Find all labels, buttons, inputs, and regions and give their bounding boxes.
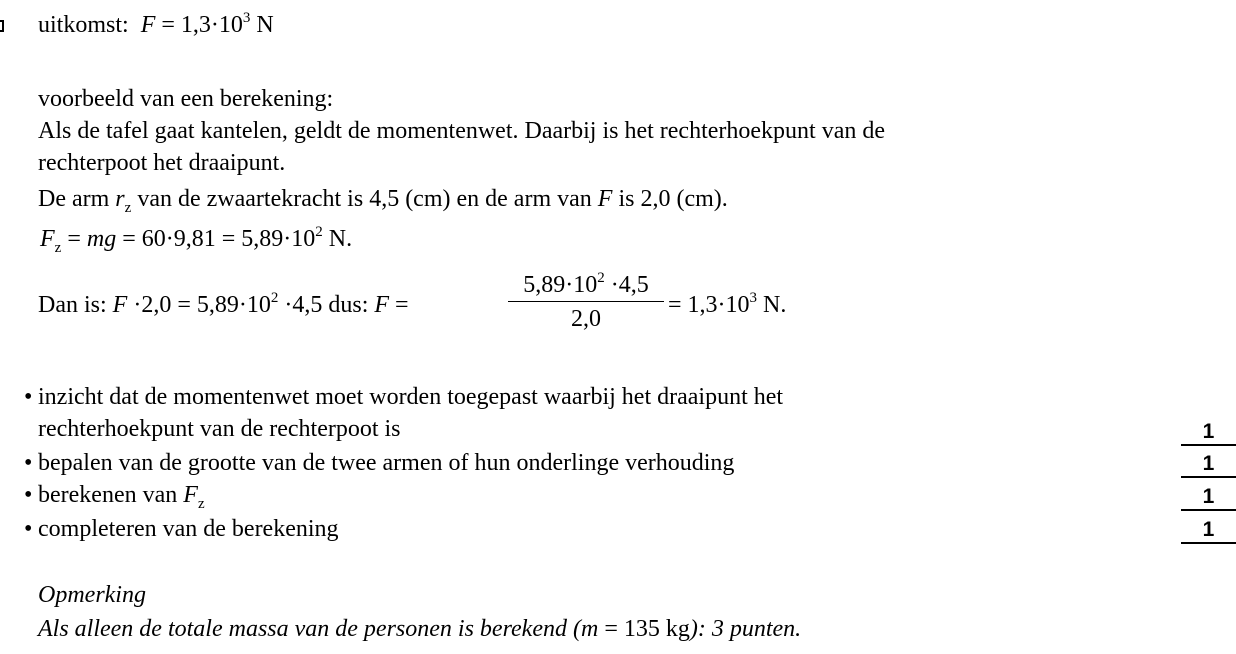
bullet-symbol: •: [24, 482, 33, 508]
para1-line2: rechterpoot het draaipunt.: [38, 150, 286, 176]
result-exp: 3: [749, 290, 758, 306]
intro-text: voorbeeld van een berekening:: [38, 86, 334, 112]
checkbox-icon: [0, 20, 4, 32]
list-item: bepalen van de grootte van de twee armen of hun onderlinge verhouding: [38, 450, 735, 476]
list-item-var: F: [183, 482, 198, 508]
note-text-a: Als alleen de totale massa van de personen is berekend (: [38, 616, 581, 642]
note-text-c: ): 3 punten.: [689, 616, 802, 642]
arm-var-r: r: [115, 186, 125, 212]
fz-exp: 2: [315, 224, 323, 240]
dan-var-f2: F: [374, 292, 390, 318]
answer-var: F: [140, 12, 156, 38]
bullet-symbol: •: [24, 384, 33, 410]
arm-var-r-sub: z: [124, 200, 132, 216]
answer-eq: = 1,3·10: [155, 12, 243, 38]
result-a: = 1,3·10: [668, 292, 750, 318]
note-title: Opmerking: [38, 582, 146, 608]
num-a: 5,89·10: [523, 272, 598, 298]
score: 1: [1181, 420, 1236, 446]
arm-text-a: De arm: [38, 186, 116, 212]
bullet-symbol: •: [24, 516, 33, 542]
num-b: ·4,5: [604, 272, 649, 298]
dan-text-a: Dan is:: [38, 292, 113, 318]
answer-label: uitkomst:: [38, 12, 129, 38]
fz-m: m: [86, 226, 105, 252]
result-b: N.: [757, 292, 787, 318]
dan-text-b: ·2,0 = 5,89·10: [127, 292, 271, 318]
dan-text-d: =: [389, 292, 409, 318]
arm-line: [38, 186, 728, 216]
para1-line1: Als de tafel gaat kantelen, geldt de momentenwet. Daarbij is het rechterhoekpunt van de: [38, 118, 886, 144]
note-var-m: m: [580, 616, 599, 642]
answer-unit: N: [250, 12, 274, 38]
result: [668, 292, 786, 319]
list-item: completeren van de berekening: [38, 516, 339, 542]
answer-exp: 3: [242, 10, 251, 26]
fraction-denominator: 2,0: [571, 306, 601, 332]
fraction-numerator: [508, 272, 664, 302]
dan-var-f1: F: [112, 292, 128, 318]
fz-var: F: [40, 226, 55, 252]
dan-exp: 2: [270, 290, 279, 306]
answer-line: [38, 12, 274, 39]
fz-equation: [40, 224, 353, 256]
fz-rest: = 60·9,81 = 5,89·10: [116, 226, 316, 252]
fraction: [508, 272, 664, 333]
fz-g: g: [104, 226, 117, 252]
fz-unit: N.: [322, 226, 353, 252]
score: 1: [1181, 452, 1236, 478]
fz-sub: z: [54, 240, 62, 256]
arm-var-f: F: [597, 186, 613, 212]
note-text: [38, 616, 801, 643]
list-item: [38, 482, 205, 512]
score: 1: [1181, 518, 1236, 544]
score: 1: [1181, 485, 1236, 511]
list-item-text: berekenen van: [38, 482, 184, 508]
arm-text-c: is 2,0 (cm).: [612, 186, 728, 212]
note-mass: = 135 kg: [598, 616, 690, 642]
bullet-symbol: •: [24, 450, 33, 476]
num-exp: 2: [597, 270, 605, 286]
list-item-cont: rechterhoekpunt van de rechterpoot is: [38, 416, 401, 442]
arm-text-b: van de zwaartekracht is 4,5 (cm) en de arm van: [131, 186, 598, 212]
list-item: inzicht dat de momentenwet moet worden toegepast waarbij het draaipunt het: [38, 384, 784, 410]
list-item-sub: z: [197, 496, 205, 512]
dan-text-c: ·4,5 dus:: [278, 292, 375, 318]
dan-equation: [38, 292, 409, 319]
fz-eq: =: [61, 226, 87, 252]
